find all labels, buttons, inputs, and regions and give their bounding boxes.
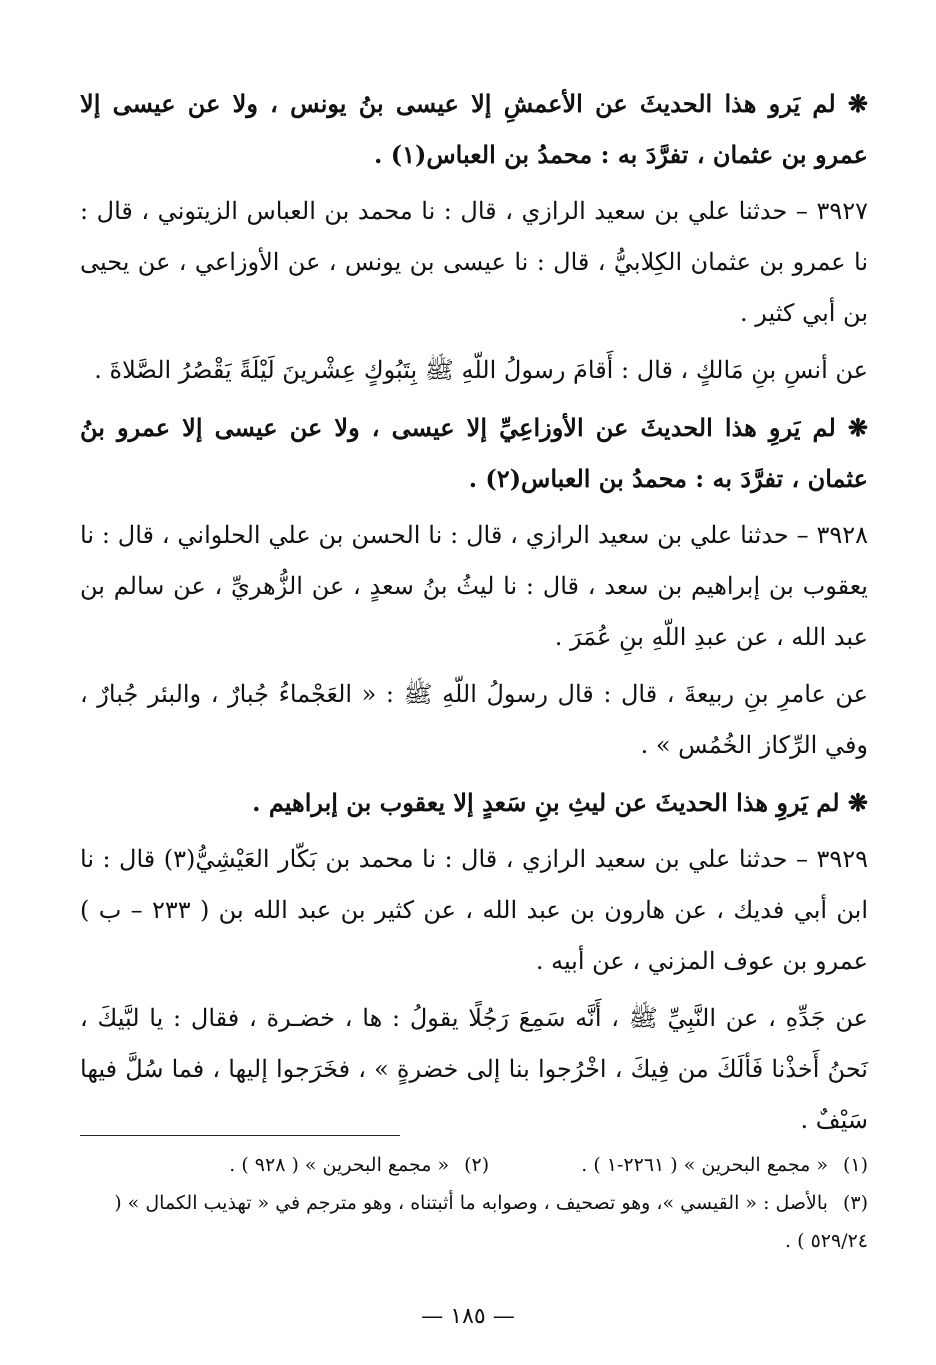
footnote-1-number: (١) xyxy=(842,1154,868,1176)
paragraph-matn-3928: عن عامرِ بنِ ربيعةَ ، قال : قال رسولُ اللّهِ ﷺ : « العَجْماءُ جُبارٌ ، والبئر جُبارٌ ، وفي الرِّكاز الخُمُس » . xyxy=(80,680,868,759)
paragraph-note-3926: ❋ لم يَرو هذا الحديثَ عن الأعمشِ إلا عيسى بنُ يونس ، ولا عن عيسى إلا عمرو بن عثمان ، تفرَّدَ به : محمدُ بن العباس(١) . xyxy=(80,89,868,169)
footnote-1-text: « مجمع البحرين » ( ٢٢٦١-١ ) . xyxy=(581,1154,828,1176)
paragraph-note-3928: ❋ لم يَروِ هذا الحديثَ عن ليثِ بنِ سَعدٍ إلا يعقوب بن إبراهيم . xyxy=(252,788,868,817)
footnote-divider xyxy=(80,1135,400,1136)
paragraph-isnad-3927: ٣٩٢٧ – حدثنا علي بن سعيد الرازي ، قال : نا محمد بن العباس الزيتوني ، قال : نا عمرو بن عثمان الكِلابيُّ ، قال : نا عيسى بن يونس ، عن الأوزاعي ، عن يحيى بن أبي كثير . xyxy=(80,197,868,327)
footnote-row-1-2 xyxy=(80,1146,868,1184)
footnote-2-number: (٢) xyxy=(464,1154,490,1176)
paragraph-note-3927: ❋ لم يَروِ هذا الحديثَ عن الأوزاعِيِّ إلا عيسى ، ولا عن عيسى إلا عمرو بنُ عثمان ، تفرَّدَ به : محمدُ بن العباس(٢) . xyxy=(80,413,868,493)
footnote-3-number: (٣) xyxy=(842,1192,868,1214)
main-text xyxy=(80,78,868,1146)
footnote-row-3 xyxy=(80,1184,868,1260)
footnotes xyxy=(80,1146,868,1260)
paragraph-matn-3929: عن جَدِّهِ ، عن النَّبِيِّ ﷺ ، أَنَّه سَمِعَ رَجُلًا يقولُ : ها ، خضـرة ، فقال : يا لبَّيكَ ، نَحنُ أَخذْنا فَألَكَ من فِيكَ ، اخْرُجوا بنا إلى خضرةٍ » ، فخَرَجوا إليها ، فما سُلَّ فيها سَيْفٌ . xyxy=(80,1004,868,1134)
paragraph-matn-3927: عن أنسِ بنِ مَالكٍ ، قال : أَقامَ رسولُ اللّهِ ﷺ بِتَبُوكٍ عِشْرينَ لَيْلَةً يَقْصُرُ الصَّلاةَ . xyxy=(94,356,868,384)
footnote-2-text: « مجمع البحرين » ( ٩٢٨ ) . xyxy=(229,1154,450,1176)
footnote-3-text: بالأصل : « القيسي »، وهو تصحيف ، وصوابه ما أثبتناه ، وهو مترجم في « تهذيب الكمال » ( ٥٢٩/٢٤ ) . xyxy=(114,1192,868,1252)
paragraph-isnad-3929: ٣٩٢٩ – حدثنا علي بن سعيد الرازي ، قال : نا محمد بن بَكّار العَيْشِيُّ(٣) قال : نا ابن أبي فديك ، عن هارون بن عبد الله ، عن كثير بن عبد الله بن ( ٢٣٣ – ب ) عمرو بن عوف المزني ، عن أبيه . xyxy=(80,845,868,975)
page-number: — ١٨٥ — xyxy=(421,1304,515,1329)
paragraph-isnad-3928: ٣٩٢٨ – حدثنا علي بن سعيد الرازي ، قال : نا الحسن بن علي الحلواني ، قال : نا يعقوب بن إبراهيم بن سعد ، قال : نا ليثُ بنُ سعدٍ ، عن الزُّهريِّ ، عن سالم بن عبد الله ، عن عبدِ اللّهِ بنِ عُمَرَ . xyxy=(80,521,868,651)
